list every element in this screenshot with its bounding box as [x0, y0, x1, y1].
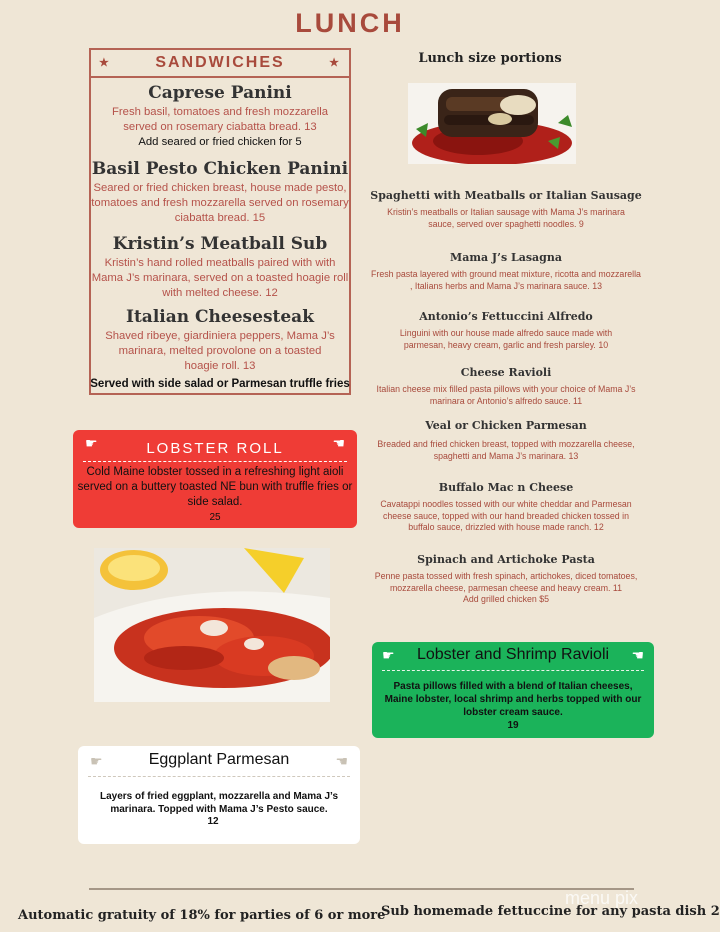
- pointing-hand-icon: ☛: [382, 648, 395, 664]
- pasta-name: Cheese Ravioli: [460, 366, 552, 379]
- lobster-ravioli-card: [372, 642, 654, 738]
- pasta-name: Buffalo Mac n Cheese: [438, 481, 574, 494]
- item-name: Italian Cheesesteak: [126, 307, 314, 327]
- pasta-desc-text: Penne pasta tossed with fresh spinach, artichokes, diced tomatoes, mozzarella cheese, parmesan cheese and heavy cream. 11: [374, 571, 638, 593]
- pointing-hand-icon: ☛: [85, 436, 98, 452]
- fettuccine-note: Sub homemade fettuccine for any pasta dish 2: [381, 904, 720, 919]
- item-desc: Kristin’s hand rolled meatballs paired with with Mama J’s marinara, served on a toasted hoagie roll with melted cheese. 12: [91, 257, 349, 299]
- footer-divider: [89, 888, 634, 890]
- menu-item: [91, 158, 349, 226]
- pasta-name: Spaghetti with Meatballs or Italian Sausage: [370, 189, 642, 202]
- card-price: 19: [507, 720, 519, 731]
- pasta-desc: Fresh pasta layered with ground meat mixture, ricotta and mozzarella , Italians herbs and Mama J’s marinara sauce. 13: [371, 269, 641, 291]
- pasta-desc: Cavatappi noodles tossed with our white cheddar and Parmesan cheese sauce, topped with our hand breaded chicken tossed in buffalo sauce, drizzled with house made ranch. 12: [380, 499, 632, 532]
- pasta-name: Mama J’s Lasagna: [450, 251, 562, 264]
- card-price: 12: [207, 816, 219, 827]
- pasta-name: Veal or Chicken Parmesan: [425, 419, 587, 432]
- watermark: menu pix: [565, 888, 639, 908]
- item-name: Kristin’s Meatball Sub: [112, 234, 328, 254]
- page-title: LUNCH: [295, 8, 405, 38]
- menu-item: [91, 233, 349, 301]
- portions-note: Lunch size portions: [418, 51, 562, 66]
- card-price: 25: [209, 512, 221, 523]
- pasta-addon: Add grilled chicken $5: [462, 594, 550, 604]
- item-addon: Add seared or fried chicken for 5: [138, 136, 302, 148]
- item-name: Basil Pesto Chicken Panini: [91, 159, 349, 179]
- menu-item: [91, 306, 349, 374]
- lobster-roll-photo: [94, 548, 330, 702]
- gratuity-note: Automatic gratuity of 18% for parties of 6 or more: [18, 908, 386, 923]
- pasta-desc: Kristin’s meatballs or Italian sausage with Mama J’s marinara sauce, served over spaghetti noodles. 9: [387, 207, 625, 229]
- pasta-name: Antonio’s Fettuccini Alfredo: [419, 310, 593, 323]
- card-desc: Pasta pillows filled with a blend of Italian cheeses, Maine lobster, local shrimp and herbs topped with our lobster cream sauce.: [384, 681, 642, 718]
- star-icon: ★: [99, 57, 111, 69]
- sandwiches-heading-label: SANDWICHES: [155, 54, 285, 71]
- pasta-name: Spinach and Artichoke Pasta: [417, 553, 595, 566]
- item-name: Caprese Panini: [148, 83, 292, 103]
- eggplant-card: [78, 746, 360, 844]
- pointing-hand-icon: ☛: [90, 754, 103, 770]
- card-title: Eggplant Parmesan: [148, 751, 290, 768]
- card-desc: Layers of fried eggplant, mozzarella and Mama J’s marinara. Topped with Mama J’s Pesto sauce.: [99, 791, 339, 815]
- lobster-roll-card: [73, 430, 357, 528]
- item-desc: Shaved ribeye, giardiniera peppers, Mama J’s marinara, melted provolone on a toasted hoagie roll. 13: [105, 330, 335, 372]
- divider: [88, 776, 350, 778]
- pointing-hand-icon: ☚: [335, 754, 348, 770]
- card-desc: Cold Maine lobster tossed in a refreshing light aioli served on a buttery toasted NE bun with truffle fries or side salad.: [77, 466, 353, 508]
- pointing-hand-icon: ☚: [631, 648, 644, 664]
- item-desc: Fresh basil, tomatoes and fresh mozzarella served on rosemary ciabatta bread. 13: [112, 106, 328, 133]
- pointing-hand-icon: ☚: [332, 436, 345, 452]
- sandwiches-heading: [89, 48, 351, 78]
- card-title: Lobster and Shrimp Ravioli: [416, 646, 610, 663]
- pasta-desc: [370, 571, 642, 606]
- pasta-desc: Linguini with our house made alfredo sauce made with parmesan, heavy cream, garlic and fresh parsley. 10: [399, 328, 613, 350]
- menu-item: [91, 82, 349, 150]
- pasta-desc: Breaded and fried chicken breast, topped with mozzarella cheese, spaghetti and Mama J’s marinara. 13: [377, 439, 635, 461]
- item-desc: Seared or fried chicken breast, house made pesto, tomatoes and fresh mozzarella served on rosemary ciabatta bread. 15: [91, 182, 349, 224]
- card-title: LOBSTER ROLL: [146, 440, 284, 457]
- star-icon: ★: [329, 57, 341, 69]
- sandwiches-footer: Served with side salad or Parmesan truffle fries: [90, 378, 350, 390]
- divider: [83, 461, 347, 463]
- lasagna-photo: [408, 83, 576, 164]
- pasta-desc: Italian cheese mix filled pasta pillows with your choice of Mama J’s marinara or Antonio’s alfredo sauce. 11: [376, 384, 636, 406]
- divider: [382, 670, 644, 672]
